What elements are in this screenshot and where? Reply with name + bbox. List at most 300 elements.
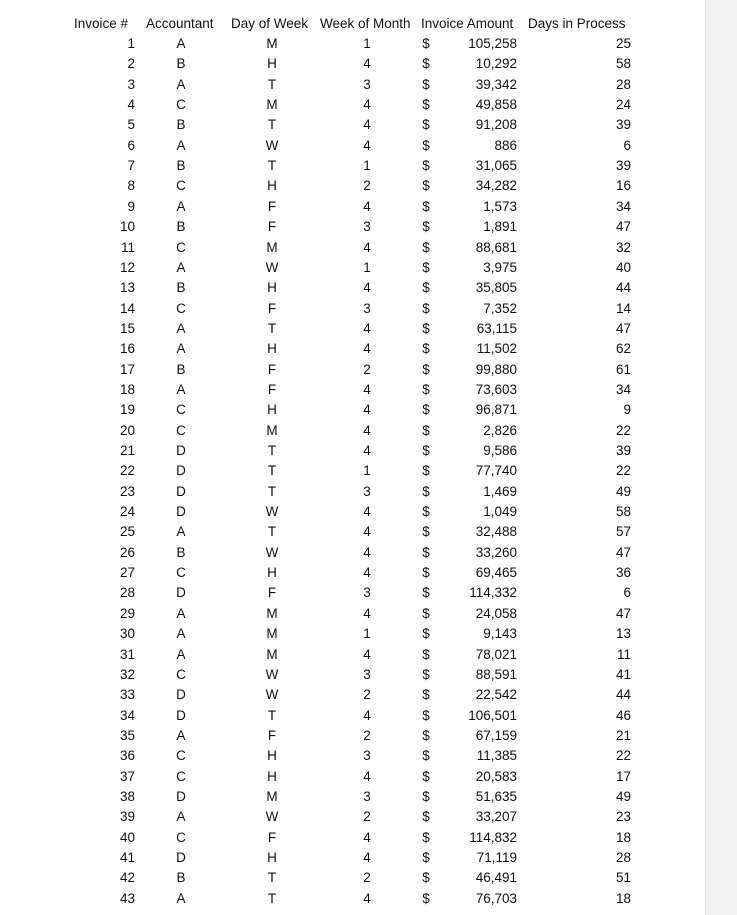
currency-symbol: $ [422, 260, 430, 275]
week-of-month-cell: 4 [363, 708, 371, 723]
accountant-cell: A [176, 891, 186, 906]
invoice-number-cell: 7 [127, 158, 135, 173]
days-in-process-cell: 22 [615, 463, 631, 478]
accountant-cell: D [176, 443, 186, 458]
invoice-number-cell: 43 [119, 891, 135, 906]
invoice-number-cell: 25 [119, 524, 135, 539]
currency-symbol: $ [422, 728, 430, 743]
accountant-cell: C [176, 240, 186, 255]
currency-symbol: $ [422, 138, 430, 153]
invoice-amount-cell: 46,491 [475, 870, 517, 885]
days-in-process-cell: 22 [615, 748, 631, 763]
invoice-number-cell: 30 [119, 626, 135, 641]
day-of-week-cell: T [267, 77, 277, 92]
days-in-process-cell: 61 [615, 362, 631, 377]
currency-symbol: $ [422, 402, 430, 417]
day-of-week-cell: F [267, 219, 277, 234]
day-of-week-cell: W [265, 687, 279, 702]
day-of-week-cell: H [267, 748, 277, 763]
invoice-amount-cell: 91,208 [475, 117, 517, 132]
currency-symbol: $ [422, 545, 430, 560]
invoice-amount-cell: 9,586 [483, 443, 517, 458]
accountant-cell: A [176, 524, 186, 539]
accountant-cell: B [176, 545, 186, 560]
days-in-process-cell: 47 [615, 321, 631, 336]
day-of-week-cell: F [267, 728, 277, 743]
accountant-cell: C [176, 769, 186, 784]
day-of-week-cell: M [266, 97, 278, 112]
currency-symbol: $ [422, 219, 430, 234]
invoice-amount-cell: 73,603 [475, 382, 517, 397]
week-of-month-cell: 4 [363, 769, 371, 784]
invoice-amount-cell: 76,703 [475, 891, 517, 906]
day-of-week-cell: W [265, 809, 279, 824]
invoice-number-cell: 34 [119, 708, 135, 723]
invoice-number-cell: 13 [119, 280, 135, 295]
days-in-process-cell: 47 [615, 219, 631, 234]
week-of-month-cell: 4 [363, 321, 371, 336]
currency-symbol: $ [422, 565, 430, 580]
invoice-number-cell: 29 [119, 606, 135, 621]
day-of-week-cell: H [267, 565, 277, 580]
invoice-amount-cell: 114,832 [469, 830, 517, 845]
accountant-cell: B [176, 158, 186, 173]
accountant-cell: A [176, 138, 186, 153]
days-in-process-cell: 46 [615, 708, 631, 723]
days-in-process-cell: 21 [615, 728, 631, 743]
days-in-process-cell: 47 [615, 545, 631, 560]
accountant-cell: D [176, 789, 186, 804]
day-of-week-cell: F [267, 585, 277, 600]
invoice-amount-cell: 1,891 [483, 219, 517, 234]
invoice-amount-cell: 105,258 [468, 36, 517, 51]
week-of-month-cell: 4 [363, 199, 371, 214]
accountant-cell: C [176, 830, 186, 845]
accountant-cell: A [176, 626, 186, 641]
days-in-process-cell: 58 [615, 56, 631, 71]
week-of-month-cell: 3 [363, 301, 371, 316]
invoice-amount-cell: 71,119 [476, 850, 517, 865]
week-of-month-cell: 2 [363, 809, 371, 824]
invoice-amount-cell: 34,282 [475, 178, 517, 193]
accountant-cell: C [176, 667, 186, 682]
invoice-amount-cell: 39,342 [475, 77, 517, 92]
day-of-week-cell: T [267, 870, 277, 885]
invoice-amount-cell: 20,583 [475, 769, 517, 784]
day-of-week-cell: M [266, 606, 278, 621]
day-of-week-cell: T [267, 463, 277, 478]
days-in-process-cell: 57 [615, 524, 631, 539]
invoice-number-cell: 16 [119, 341, 135, 356]
days-in-process-cell: 16 [615, 178, 631, 193]
days-in-process-cell: 32 [615, 240, 631, 255]
invoice-number-cell: 6 [127, 138, 135, 153]
currency-symbol: $ [422, 280, 430, 295]
week-of-month-cell: 4 [363, 402, 371, 417]
invoice-amount-cell: 2,826 [483, 423, 517, 438]
week-of-month-cell: 2 [363, 687, 371, 702]
invoice-amount-cell: 114,332 [469, 585, 517, 600]
week-of-month-cell: 4 [363, 97, 371, 112]
days-in-process-cell: 34 [615, 382, 631, 397]
header-day-of-week: Day of Week [231, 16, 309, 31]
days-in-process-cell: 39 [615, 117, 631, 132]
currency-symbol: $ [422, 830, 430, 845]
day-of-week-cell: F [267, 382, 277, 397]
header-days-in-process: Days in Process [528, 16, 626, 31]
invoice-amount-cell: 24,058 [475, 606, 517, 621]
invoice-number-cell: 37 [119, 769, 135, 784]
currency-symbol: $ [422, 117, 430, 132]
currency-symbol: $ [422, 789, 430, 804]
days-in-process-cell: 9 [623, 402, 631, 417]
accountant-cell: C [176, 301, 186, 316]
invoice-number-cell: 40 [119, 830, 135, 845]
currency-symbol: $ [422, 891, 430, 906]
header-week-of-month: Week of Month [320, 16, 411, 31]
currency-symbol: $ [422, 77, 430, 92]
days-in-process-cell: 44 [615, 687, 631, 702]
day-of-week-cell: F [267, 362, 277, 377]
days-in-process-cell: 24 [615, 97, 631, 112]
day-of-week-cell: H [267, 56, 277, 71]
invoice-number-cell: 3 [127, 77, 135, 92]
week-of-month-cell: 4 [363, 443, 371, 458]
week-of-month-cell: 4 [363, 891, 371, 906]
week-of-month-cell: 4 [363, 830, 371, 845]
accountant-cell: B [176, 117, 186, 132]
invoice-number-cell: 24 [119, 504, 135, 519]
week-of-month-cell: 1 [363, 36, 371, 51]
days-in-process-cell: 17 [615, 769, 631, 784]
days-in-process-cell: 40 [615, 260, 631, 275]
days-in-process-cell: 41 [615, 667, 631, 682]
accountant-cell: B [176, 56, 186, 71]
day-of-week-cell: M [266, 423, 278, 438]
invoice-amount-cell: 9,143 [483, 626, 517, 641]
invoice-number-cell: 22 [119, 463, 135, 478]
currency-symbol: $ [422, 240, 430, 255]
days-in-process-cell: 23 [615, 809, 631, 824]
currency-symbol: $ [422, 687, 430, 702]
accountant-cell: A [176, 606, 186, 621]
week-of-month-cell: 3 [363, 667, 371, 682]
currency-symbol: $ [422, 301, 430, 316]
header-invoice-number: Invoice # [74, 16, 129, 31]
accountant-cell: B [176, 280, 186, 295]
day-of-week-cell: T [267, 321, 277, 336]
invoice-amount-cell: 1,573 [483, 199, 517, 214]
invoice-amount-cell: 11,385 [476, 748, 517, 763]
accountant-cell: A [176, 809, 186, 824]
days-in-process-cell: 25 [615, 36, 631, 51]
week-of-month-cell: 1 [363, 260, 371, 275]
week-of-month-cell: 4 [363, 56, 371, 71]
accountant-cell: D [176, 504, 186, 519]
week-of-month-cell: 3 [363, 484, 371, 499]
accountant-cell: A [176, 728, 186, 743]
days-in-process-cell: 6 [623, 585, 631, 600]
days-in-process-cell: 44 [615, 280, 631, 295]
days-in-process-cell: 39 [615, 443, 631, 458]
invoice-amount-cell: 32,488 [475, 524, 517, 539]
invoice-number-cell: 23 [119, 484, 135, 499]
invoice-amount-cell: 96,871 [475, 402, 517, 417]
header-invoice-amount: Invoice Amount [421, 16, 514, 31]
day-of-week-cell: H [267, 280, 277, 295]
days-in-process-cell: 13 [615, 626, 631, 641]
accountant-cell: C [176, 565, 186, 580]
invoice-number-cell: 20 [119, 423, 135, 438]
accountant-cell: A [176, 260, 186, 275]
currency-symbol: $ [422, 708, 430, 723]
accountant-cell: C [176, 178, 186, 193]
invoice-number-cell: 11 [120, 240, 135, 255]
scrollbar-track[interactable] [705, 0, 737, 915]
accountant-cell: A [176, 382, 186, 397]
week-of-month-cell: 1 [363, 158, 371, 173]
accountant-cell: C [176, 748, 186, 763]
days-in-process-cell: 14 [615, 301, 631, 316]
days-in-process-cell: 28 [615, 850, 631, 865]
week-of-month-cell: 4 [363, 341, 371, 356]
week-of-month-cell: 2 [363, 870, 371, 885]
currency-symbol: $ [422, 585, 430, 600]
invoice-amount-cell: 49,858 [475, 97, 517, 112]
week-of-month-cell: 4 [363, 382, 371, 397]
currency-symbol: $ [422, 463, 430, 478]
days-in-process-cell: 18 [615, 891, 631, 906]
week-of-month-cell: 4 [363, 117, 371, 132]
day-of-week-cell: W [265, 667, 279, 682]
currency-symbol: $ [422, 423, 430, 438]
week-of-month-cell: 1 [363, 626, 371, 641]
currency-symbol: $ [422, 341, 430, 356]
currency-symbol: $ [422, 647, 430, 662]
day-of-week-cell: T [267, 891, 277, 906]
days-in-process-cell: 34 [615, 199, 631, 214]
week-of-month-cell: 2 [363, 728, 371, 743]
day-of-week-cell: H [267, 402, 277, 417]
accountant-cell: D [176, 484, 186, 499]
week-of-month-cell: 2 [363, 178, 371, 193]
invoice-number-cell: 14 [119, 301, 135, 316]
day-of-week-cell: W [265, 504, 279, 519]
accountant-cell: D [176, 708, 186, 723]
invoice-amount-cell: 77,740 [475, 463, 517, 478]
day-of-week-cell: M [266, 36, 278, 51]
invoice-number-cell: 32 [119, 667, 135, 682]
invoice-amount-cell: 10,292 [475, 56, 517, 71]
invoice-number-cell: 18 [119, 382, 135, 397]
accountant-cell: B [176, 870, 186, 885]
invoice-number-cell: 9 [127, 199, 135, 214]
week-of-month-cell: 4 [363, 565, 371, 580]
days-in-process-cell: 11 [616, 647, 631, 662]
days-in-process-cell: 51 [615, 870, 631, 885]
week-of-month-cell: 4 [363, 850, 371, 865]
currency-symbol: $ [422, 484, 430, 499]
day-of-week-cell: M [266, 626, 278, 641]
accountant-cell: A [176, 199, 186, 214]
invoice-number-cell: 35 [119, 728, 135, 743]
accountant-cell: D [176, 463, 186, 478]
invoice-amount-cell: 63,115 [476, 321, 517, 336]
day-of-week-cell: H [267, 341, 277, 356]
days-in-process-cell: 49 [615, 484, 631, 499]
currency-symbol: $ [422, 97, 430, 112]
invoice-number-cell: 31 [119, 647, 135, 662]
days-in-process-cell: 18 [615, 830, 631, 845]
accountant-cell: D [176, 585, 186, 600]
days-in-process-cell: 6 [623, 138, 631, 153]
invoice-number-cell: 12 [119, 260, 135, 275]
currency-symbol: $ [422, 524, 430, 539]
invoice-amount-cell: 33,260 [475, 545, 517, 560]
invoice-amount-cell: 1,469 [483, 484, 517, 499]
week-of-month-cell: 2 [363, 362, 371, 377]
currency-symbol: $ [422, 382, 430, 397]
day-of-week-cell: H [267, 178, 277, 193]
week-of-month-cell: 3 [363, 748, 371, 763]
day-of-week-cell: M [266, 647, 278, 662]
invoice-amount-cell: 7,352 [483, 301, 517, 316]
accountant-cell: A [176, 77, 186, 92]
day-of-week-cell: M [266, 240, 278, 255]
invoice-amount-cell: 88,591 [475, 667, 517, 682]
invoice-number-cell: 36 [119, 748, 135, 763]
days-in-process-cell: 28 [615, 77, 631, 92]
days-in-process-cell: 36 [615, 565, 631, 580]
week-of-month-cell: 3 [363, 585, 371, 600]
week-of-month-cell: 4 [363, 423, 371, 438]
invoice-number-cell: 8 [127, 178, 135, 193]
week-of-month-cell: 4 [363, 280, 371, 295]
invoice-amount-cell: 106,501 [468, 708, 517, 723]
day-of-week-cell: M [266, 789, 278, 804]
day-of-week-cell: H [267, 769, 277, 784]
invoice-number-cell: 19 [119, 402, 135, 417]
invoice-amount-cell: 3,975 [483, 260, 517, 275]
currency-symbol: $ [422, 321, 430, 336]
invoice-number-cell: 17 [119, 362, 135, 377]
days-in-process-cell: 47 [615, 606, 631, 621]
day-of-week-cell: W [265, 260, 279, 275]
day-of-week-cell: T [267, 484, 277, 499]
currency-symbol: $ [422, 667, 430, 682]
accountant-cell: A [176, 341, 186, 356]
currency-symbol: $ [422, 870, 430, 885]
day-of-week-cell: H [267, 850, 277, 865]
days-in-process-cell: 58 [615, 504, 631, 519]
week-of-month-cell: 4 [363, 545, 371, 560]
invoice-number-cell: 33 [119, 687, 135, 702]
invoice-number-cell: 2 [127, 56, 135, 71]
day-of-week-cell: W [265, 545, 279, 560]
invoice-number-cell: 39 [119, 809, 135, 824]
invoice-amount-cell: 67,159 [475, 728, 517, 743]
accountant-cell: B [176, 219, 186, 234]
invoice-number-cell: 28 [119, 585, 135, 600]
invoice-number-cell: 15 [119, 321, 135, 336]
invoice-number-cell: 1 [127, 36, 135, 51]
accountant-cell: C [176, 402, 186, 417]
invoice-number-cell: 21 [119, 443, 135, 458]
invoice-amount-cell: 69,465 [475, 565, 517, 580]
day-of-week-cell: F [267, 830, 277, 845]
day-of-week-cell: T [267, 117, 277, 132]
days-in-process-cell: 62 [615, 341, 631, 356]
currency-symbol: $ [422, 56, 430, 71]
accountant-cell: A [176, 647, 186, 662]
week-of-month-cell: 3 [363, 219, 371, 234]
currency-symbol: $ [422, 199, 430, 214]
invoice-number-cell: 42 [119, 870, 135, 885]
currency-symbol: $ [422, 626, 430, 641]
currency-symbol: $ [422, 769, 430, 784]
days-in-process-cell: 49 [615, 789, 631, 804]
invoice-amount-cell: 35,805 [475, 280, 517, 295]
invoice-amount-cell: 1,049 [483, 504, 517, 519]
accountant-cell: B [176, 362, 186, 377]
invoice-amount-cell: 11,502 [476, 341, 517, 356]
week-of-month-cell: 4 [363, 524, 371, 539]
currency-symbol: $ [422, 362, 430, 377]
currency-symbol: $ [422, 748, 430, 763]
currency-symbol: $ [422, 158, 430, 173]
accountant-cell: A [176, 321, 186, 336]
week-of-month-cell: 3 [363, 789, 371, 804]
invoice-number-cell: 26 [119, 545, 135, 560]
invoice-number-cell: 4 [127, 97, 135, 112]
days-in-process-cell: 39 [615, 158, 631, 173]
invoice-number-cell: 5 [127, 117, 135, 132]
invoice-amount-cell: 886 [494, 138, 517, 153]
currency-symbol: $ [422, 606, 430, 621]
invoice-amount-cell: 88,681 [475, 240, 517, 255]
day-of-week-cell: T [267, 524, 277, 539]
invoice-amount-cell: 78,021 [475, 647, 517, 662]
week-of-month-cell: 4 [363, 647, 371, 662]
day-of-week-cell: T [267, 708, 277, 723]
week-of-month-cell: 3 [363, 77, 371, 92]
week-of-month-cell: 4 [363, 606, 371, 621]
currency-symbol: $ [422, 443, 430, 458]
week-of-month-cell: 4 [363, 240, 371, 255]
invoice-amount-cell: 31,065 [475, 158, 517, 173]
currency-symbol: $ [422, 36, 430, 51]
day-of-week-cell: F [267, 301, 277, 316]
day-of-week-cell: W [265, 138, 279, 153]
accountant-cell: C [176, 423, 186, 438]
week-of-month-cell: 1 [363, 463, 371, 478]
invoice-number-cell: 38 [119, 789, 135, 804]
invoice-amount-cell: 99,880 [475, 362, 517, 377]
invoice-number-cell: 27 [119, 565, 135, 580]
currency-symbol: $ [422, 809, 430, 824]
accountant-cell: D [176, 687, 186, 702]
invoice-amount-cell: 33,207 [475, 809, 517, 824]
week-of-month-cell: 4 [363, 504, 371, 519]
day-of-week-cell: F [267, 199, 277, 214]
invoice-amount-cell: 51,635 [475, 789, 517, 804]
invoice-number-cell: 10 [119, 219, 135, 234]
day-of-week-cell: T [267, 443, 277, 458]
day-of-week-cell: T [267, 158, 277, 173]
header-accountant: Accountant [146, 16, 214, 31]
currency-symbol: $ [422, 178, 430, 193]
currency-symbol: $ [422, 504, 430, 519]
